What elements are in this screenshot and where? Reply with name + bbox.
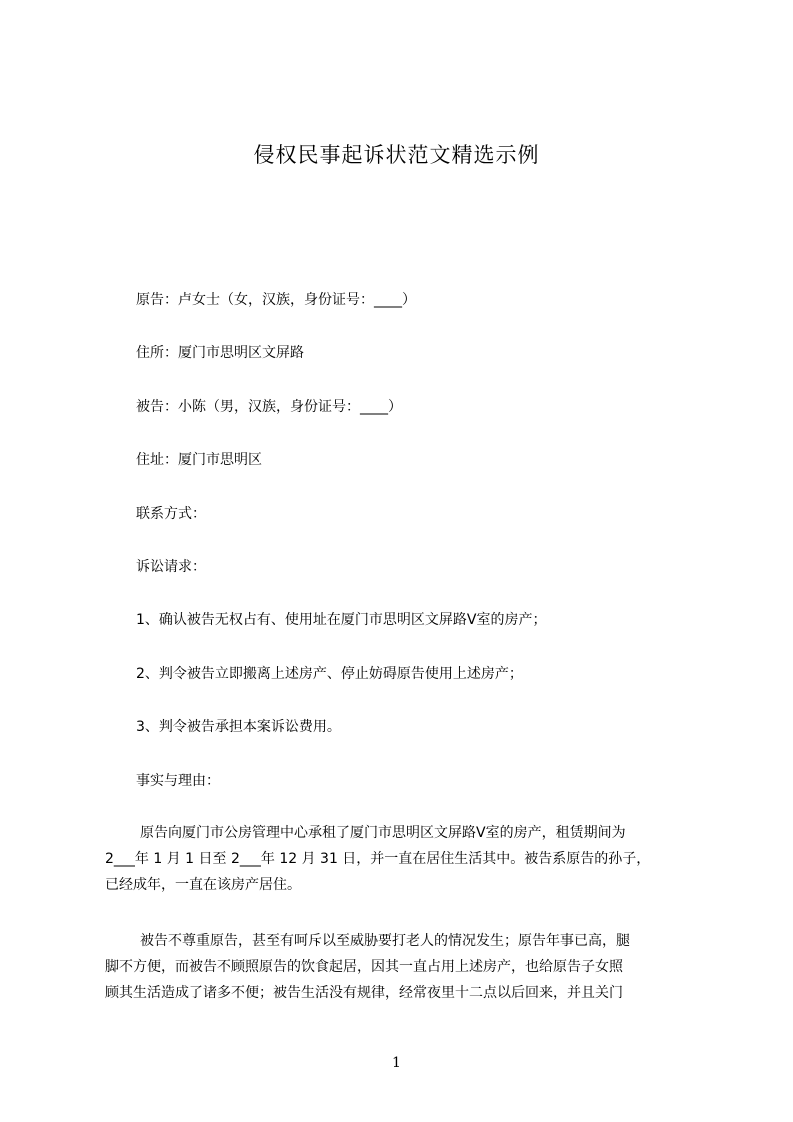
paragraph-line: 2___年 1 月 1 日至 2___年 12 月 31 日，并一直在居住生活其中。被告系原告的孙子， [105,851,651,867]
claim-item-1: 1、确认被告无权占有、使用址在厦门市思明区文屏路Ⅴ室的房产； [136,612,547,628]
plaintiff-address-line: 住所：厦门市思明区文屏路 [136,345,304,361]
document-title: 侵权民事起诉状范文精选示例 [253,143,540,167]
claim-item-3: 3、判令被告承担本案诉讼费用。 [136,719,341,735]
page-number: 1 [392,1055,401,1071]
contact-line: 联系方式： [136,506,206,522]
claim-item-2: 2、判令被告立即搬离上述房产、停止妨碍原告使用上述房产； [136,666,523,682]
defendant-address-line: 住址：厦门市思明区 [136,452,262,468]
paragraph-line: 顾其生活造成了诸多不便；被告生活没有规律，经常夜里十二点以后回来，并且关门 [105,985,623,1001]
paragraph-line: 已经成年，一直在该房产居住。 [105,877,301,893]
defendant-line: 被告：小陈（男，汉族，身份证号：____） [136,399,402,415]
claims-heading: 诉讼请求： [136,559,206,575]
paragraph-line: 脚不方便，而被告不顾照原告的饮食起居，因其一直占用上述房产，也给原告子女照 [105,959,623,975]
paragraph-line: 被告不尊重原告，甚至有呵斥以至威胁要打老人的情况发生；原告年事已高，腿 [140,933,630,949]
facts-paragraph-1 [105,820,700,900]
paragraph-line: 原告向厦门市公房管理中心承租了厦门市思明区文屏路Ⅴ室的房产，租赁期间为 [140,825,626,841]
facts-paragraph-2 [105,928,700,1008]
plaintiff-line: 原告：卢女士（女，汉族，身份证号：____） [136,292,416,308]
facts-heading: 事实与理由： [136,773,220,789]
